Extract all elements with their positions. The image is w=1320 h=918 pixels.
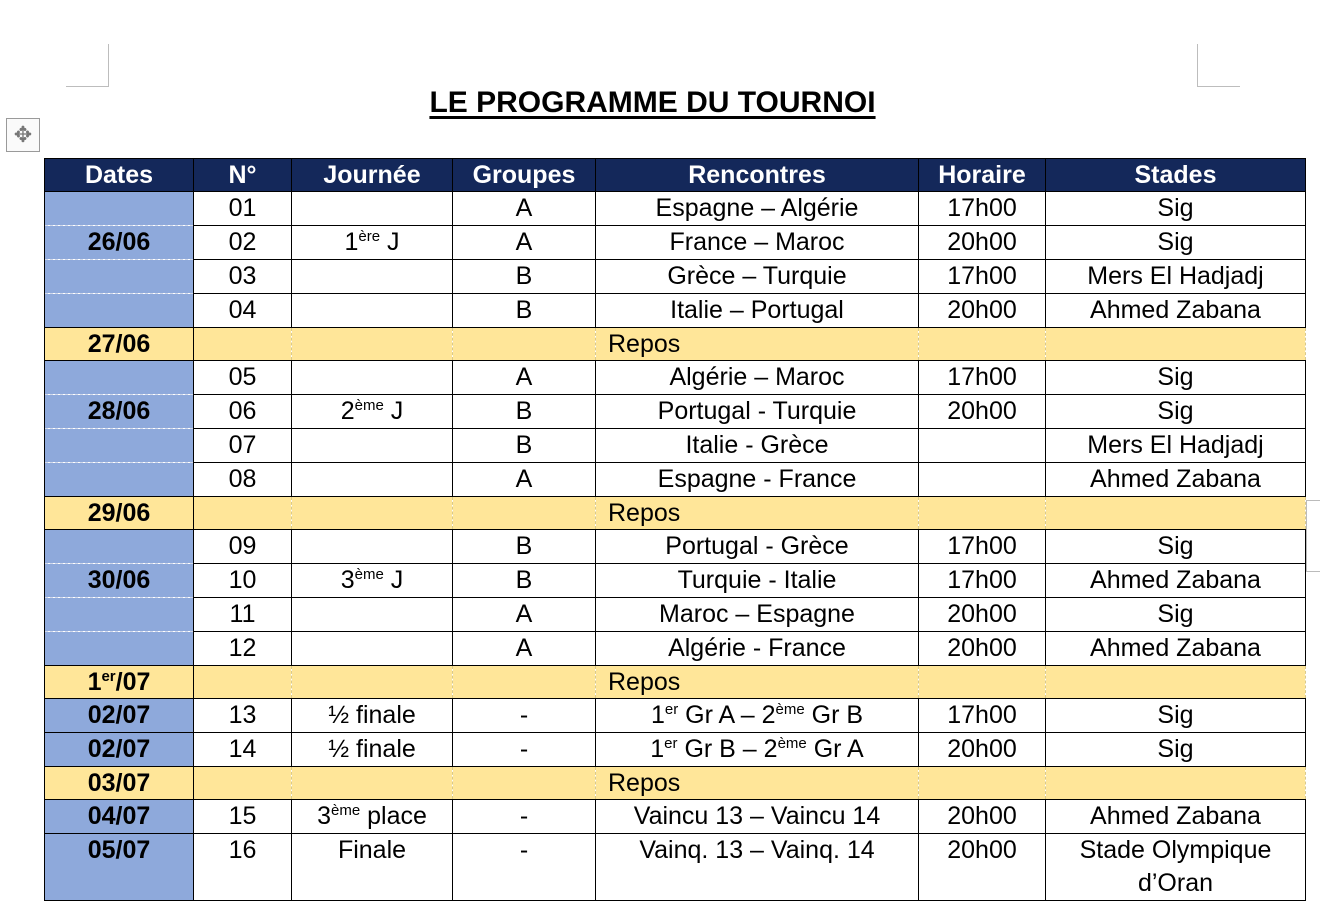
match-number: 06 <box>194 395 292 429</box>
date-cell-empty <box>45 294 194 328</box>
date-cell: 26/06 <box>45 226 194 260</box>
rest-label: Repos <box>596 497 919 530</box>
match-cell: 1er Gr A – 2ème Gr B <box>596 699 919 733</box>
match-number: 03 <box>194 260 292 294</box>
group-cell: A <box>453 598 596 632</box>
group-cell: - <box>453 800 596 834</box>
crop-mark-top-left <box>66 44 109 87</box>
table-row <box>45 260 1306 294</box>
group-cell: A <box>453 361 596 395</box>
table-row <box>45 564 1306 598</box>
rest-blank <box>1046 666 1306 699</box>
time-cell: 17h00 <box>919 699 1046 733</box>
rest-blank <box>453 497 596 530</box>
table-row <box>45 800 1306 834</box>
journee-cell: ½ finale <box>292 699 453 733</box>
crop-mark-top-right <box>1197 44 1240 87</box>
rest-blank <box>919 767 1046 800</box>
journee-cell: 3ème J <box>292 564 453 598</box>
match-cell: Algérie - France <box>596 632 919 666</box>
group-cell: B <box>453 260 596 294</box>
time-cell: 20h00 <box>919 834 1046 901</box>
table-row <box>45 632 1306 666</box>
stadium-cell: Mers El Hadjadj <box>1046 429 1306 463</box>
group-cell: B <box>453 294 596 328</box>
date-cell: 03/07 <box>45 767 194 800</box>
time-cell: 20h00 <box>919 294 1046 328</box>
group-cell: A <box>453 632 596 666</box>
match-cell: Turquie - Italie <box>596 564 919 598</box>
stadium-cell: Sig <box>1046 598 1306 632</box>
match-number: 14 <box>194 733 292 767</box>
match-number: 12 <box>194 632 292 666</box>
time-cell: 17h00 <box>919 564 1046 598</box>
table-row <box>45 361 1306 395</box>
date-cell: 30/06 <box>45 564 194 598</box>
group-cell: B <box>453 429 596 463</box>
scroll-edge-marker <box>1306 500 1320 572</box>
time-cell: 20h00 <box>919 733 1046 767</box>
group-cell: A <box>453 463 596 497</box>
rest-blank <box>453 328 596 361</box>
rest-day-row <box>45 328 1306 361</box>
date-cell: 28/06 <box>45 395 194 429</box>
match-cell: France – Maroc <box>596 226 919 260</box>
match-cell: Italie - Grèce <box>596 429 919 463</box>
rest-blank <box>194 328 292 361</box>
time-cell: 17h00 <box>919 260 1046 294</box>
rest-blank <box>292 328 453 361</box>
header-row <box>45 159 1306 192</box>
date-cell-empty <box>45 361 194 395</box>
header-stades: Stades <box>1046 159 1306 192</box>
match-cell: Espagne – Algérie <box>596 192 919 226</box>
time-cell <box>919 463 1046 497</box>
table-row <box>45 463 1306 497</box>
rest-blank <box>1046 767 1306 800</box>
match-number: 08 <box>194 463 292 497</box>
match-number: 01 <box>194 192 292 226</box>
match-cell: Maroc – Espagne <box>596 598 919 632</box>
journee-cell: 2ème J <box>292 395 453 429</box>
rest-day-row <box>45 497 1306 530</box>
rest-label: Repos <box>596 767 919 800</box>
stadium-cell: Ahmed Zabana <box>1046 632 1306 666</box>
match-number: 02 <box>194 226 292 260</box>
match-number: 16 <box>194 834 292 901</box>
header-journee: Journée <box>292 159 453 192</box>
rest-blank <box>1046 497 1306 530</box>
time-cell: 17h00 <box>919 192 1046 226</box>
stadium-cell: Sig <box>1046 226 1306 260</box>
date-cell: 1er/07 <box>45 666 194 699</box>
table-row <box>45 530 1306 564</box>
date-cell: 02/07 <box>45 733 194 767</box>
rest-blank <box>919 666 1046 699</box>
journee-cell: 3ème place <box>292 800 453 834</box>
journee-cell-empty <box>292 632 453 666</box>
match-number: 05 <box>194 361 292 395</box>
rest-blank <box>1046 328 1306 361</box>
header-dates: Dates <box>45 159 194 192</box>
journee-cell-empty <box>292 530 453 564</box>
match-cell: Italie – Portugal <box>596 294 919 328</box>
journee-cell: 1ère J <box>292 226 453 260</box>
date-cell: 02/07 <box>45 699 194 733</box>
match-cell: Algérie – Maroc <box>596 361 919 395</box>
group-cell: - <box>453 834 596 901</box>
table-row <box>45 598 1306 632</box>
table-row <box>45 699 1306 733</box>
match-number: 13 <box>194 699 292 733</box>
match-number: 11 <box>194 598 292 632</box>
group-cell: A <box>453 192 596 226</box>
match-number: 10 <box>194 564 292 598</box>
date-cell: 05/07 <box>45 834 194 901</box>
match-number: 07 <box>194 429 292 463</box>
table-row <box>45 429 1306 463</box>
date-cell: 27/06 <box>45 328 194 361</box>
header-number: N° <box>194 159 292 192</box>
group-cell: - <box>453 733 596 767</box>
stadium-cell: Sig <box>1046 733 1306 767</box>
date-cell-empty <box>45 598 194 632</box>
date-cell-empty <box>45 260 194 294</box>
rest-blank <box>292 666 453 699</box>
group-cell: A <box>453 226 596 260</box>
stadium-cell: Ahmed Zabana <box>1046 294 1306 328</box>
journee-cell-empty <box>292 598 453 632</box>
match-number: 04 <box>194 294 292 328</box>
table-row <box>45 294 1306 328</box>
match-cell: 1er Gr B – 2ème Gr A <box>596 733 919 767</box>
table-row <box>45 733 1306 767</box>
schedule-table <box>44 158 1306 901</box>
journee-cell-empty <box>292 463 453 497</box>
time-cell: 20h00 <box>919 226 1046 260</box>
match-number: 09 <box>194 530 292 564</box>
rest-blank <box>194 767 292 800</box>
match-cell: Portugal - Turquie <box>596 395 919 429</box>
table-row <box>45 226 1306 260</box>
journee-cell: ½ finale <box>292 733 453 767</box>
stadium-cell: Stade Olympique d’Oran <box>1046 834 1306 901</box>
match-cell: Portugal - Grèce <box>596 530 919 564</box>
rest-blank <box>194 666 292 699</box>
journee-cell: Finale <box>292 834 453 901</box>
rest-blank <box>453 666 596 699</box>
date-cell-empty <box>45 530 194 564</box>
date-cell-empty <box>45 429 194 463</box>
rest-blank <box>194 497 292 530</box>
rest-blank <box>292 767 453 800</box>
time-cell: 20h00 <box>919 800 1046 834</box>
stadium-cell: Ahmed Zabana <box>1046 800 1306 834</box>
stadium-cell: Sig <box>1046 395 1306 429</box>
table-row <box>45 834 1306 901</box>
group-cell: B <box>453 395 596 429</box>
stadium-cell: Sig <box>1046 192 1306 226</box>
stadium-cell: Sig <box>1046 699 1306 733</box>
stadium-cell: Ahmed Zabana <box>1046 564 1306 598</box>
move-arrows-icon[interactable]: ✥ <box>6 118 40 152</box>
time-cell: 20h00 <box>919 598 1046 632</box>
page-title: LE PROGRAMME DU TOURNOI <box>429 86 876 119</box>
date-cell: 29/06 <box>45 497 194 530</box>
date-cell-empty <box>45 632 194 666</box>
header-groupes: Groupes <box>453 159 596 192</box>
header-rencontres: Rencontres <box>596 159 919 192</box>
match-number: 15 <box>194 800 292 834</box>
time-cell <box>919 429 1046 463</box>
table-row <box>45 395 1306 429</box>
journee-cell-empty <box>292 192 453 226</box>
group-cell: - <box>453 699 596 733</box>
time-cell: 20h00 <box>919 632 1046 666</box>
stadium-cell: Ahmed Zabana <box>1046 463 1306 497</box>
rest-label: Repos <box>596 666 919 699</box>
stadium-cell: Sig <box>1046 361 1306 395</box>
rest-day-row <box>45 666 1306 699</box>
header-horaire: Horaire <box>919 159 1046 192</box>
stadium-cell: Mers El Hadjadj <box>1046 260 1306 294</box>
match-cell: Grèce – Turquie <box>596 260 919 294</box>
time-cell: 17h00 <box>919 530 1046 564</box>
journee-cell-empty <box>292 294 453 328</box>
match-cell: Espagne - France <box>596 463 919 497</box>
table-row <box>45 192 1306 226</box>
rest-blank <box>919 497 1046 530</box>
date-cell-empty <box>45 192 194 226</box>
journee-cell-empty <box>292 429 453 463</box>
match-cell: Vainq. 13 – Vainq. 14 <box>596 834 919 901</box>
journee-cell-empty <box>292 260 453 294</box>
rest-blank <box>292 497 453 530</box>
time-cell: 17h00 <box>919 361 1046 395</box>
journee-cell-empty <box>292 361 453 395</box>
rest-blank <box>453 767 596 800</box>
stadium-cell: Sig <box>1046 530 1306 564</box>
rest-blank <box>919 328 1046 361</box>
match-cell: Vaincu 13 – Vaincu 14 <box>596 800 919 834</box>
rest-day-row <box>45 767 1306 800</box>
time-cell: 20h00 <box>919 395 1046 429</box>
group-cell: B <box>453 564 596 598</box>
group-cell: B <box>453 530 596 564</box>
date-cell: 04/07 <box>45 800 194 834</box>
date-cell-empty <box>45 463 194 497</box>
rest-label: Repos <box>596 328 919 361</box>
